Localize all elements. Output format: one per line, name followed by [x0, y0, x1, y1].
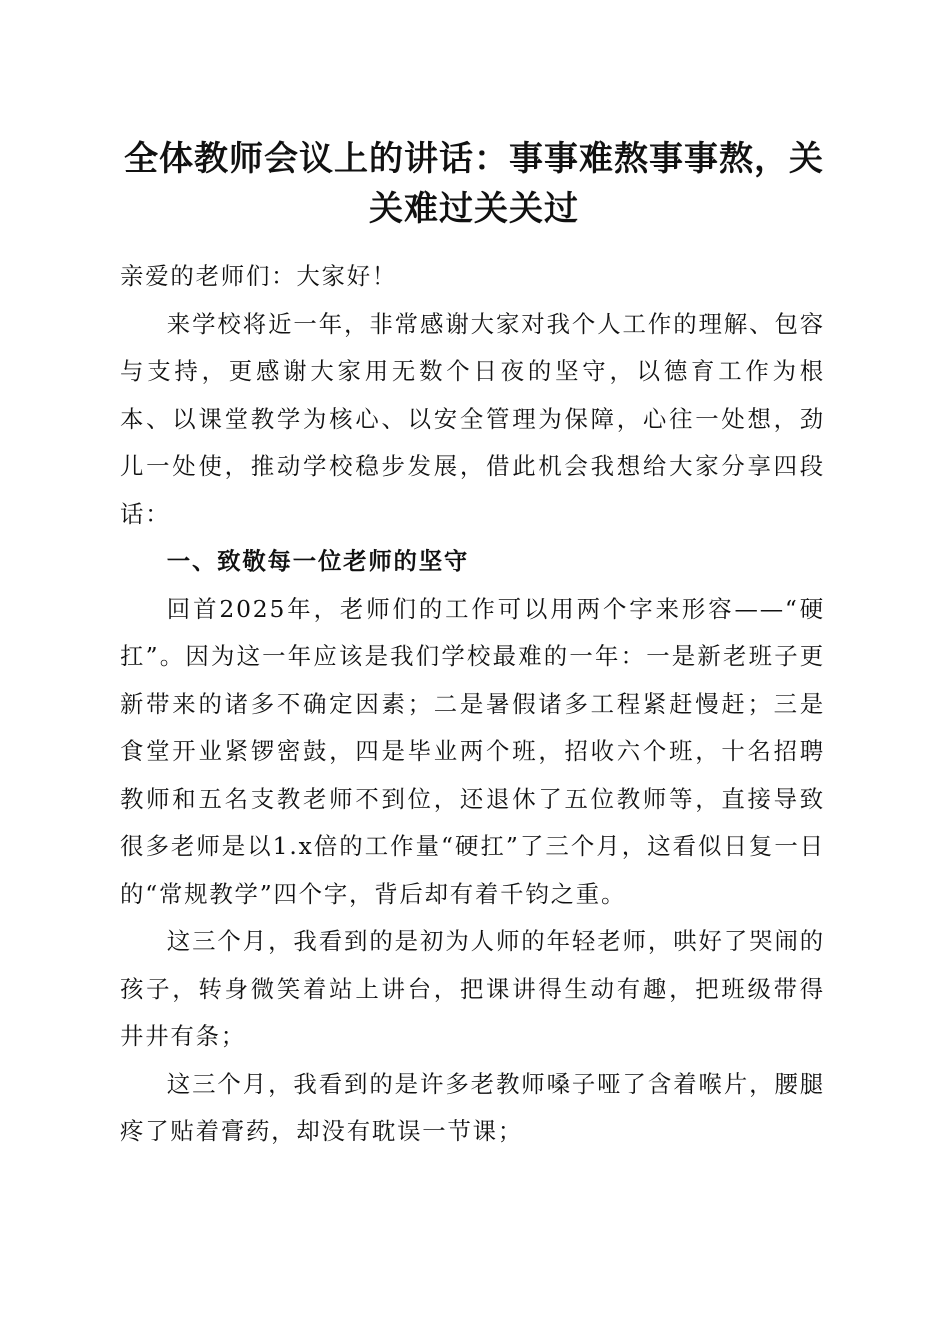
paragraph-review: 回首2025年，老师们的工作可以用两个字来形容——“硬扛”。因为这一年应该是我们学校最难的一年：一是新老班子更新带来的诸多不确定因素；二是暑假诸多工程紧赶慢赶；三是食堂开业紧锣密鼓，四是毕业两个班，招收六个班，十名招聘教师和五名支教老师不到位，还退休了五位教师等，直接导致很多老师是以1.x倍的工作量“硬扛”了三个月，这看似日复一日的“常规教学”四个字，背后却有着千钧之重。: [120, 594, 826, 908]
paragraph-young-teachers: 这三个月，我看到的是初为人师的年轻老师，哄好了哭闹的孩子，转身微笑着站上讲台，把课讲得生动有趣，把班级带得井井有条；: [120, 927, 825, 1050]
title-line-2: 关难过关关过: [369, 189, 579, 229]
document-body: [120, 253, 825, 1156]
salutation: 亲爱的老师们：大家好！: [120, 262, 398, 290]
title-line-1: 全体教师会议上的讲话：事事难熬事事熬，关: [124, 139, 824, 179]
paragraph-intro: 来学校将近一年，非常感谢大家对我个人工作的理解、包容与支持，更感谢大家用无数个日夜的坚守，以德育工作为根本、以课堂教学为核心、以安全管理为保障，心往一处想，劲儿一处使，推动学校稳步发展，借此机会我想给大家分享四段话：: [120, 309, 825, 528]
section-heading-1: 一、致敬每一位老师的坚守: [166, 547, 470, 575]
paragraph-senior-teachers: 这三个月，我看到的是许多老教师嗓子哑了含着喉片，腰腿疼了贴着膏药，却没有耽误一节课；: [120, 1069, 825, 1145]
document-title: [110, 134, 838, 234]
